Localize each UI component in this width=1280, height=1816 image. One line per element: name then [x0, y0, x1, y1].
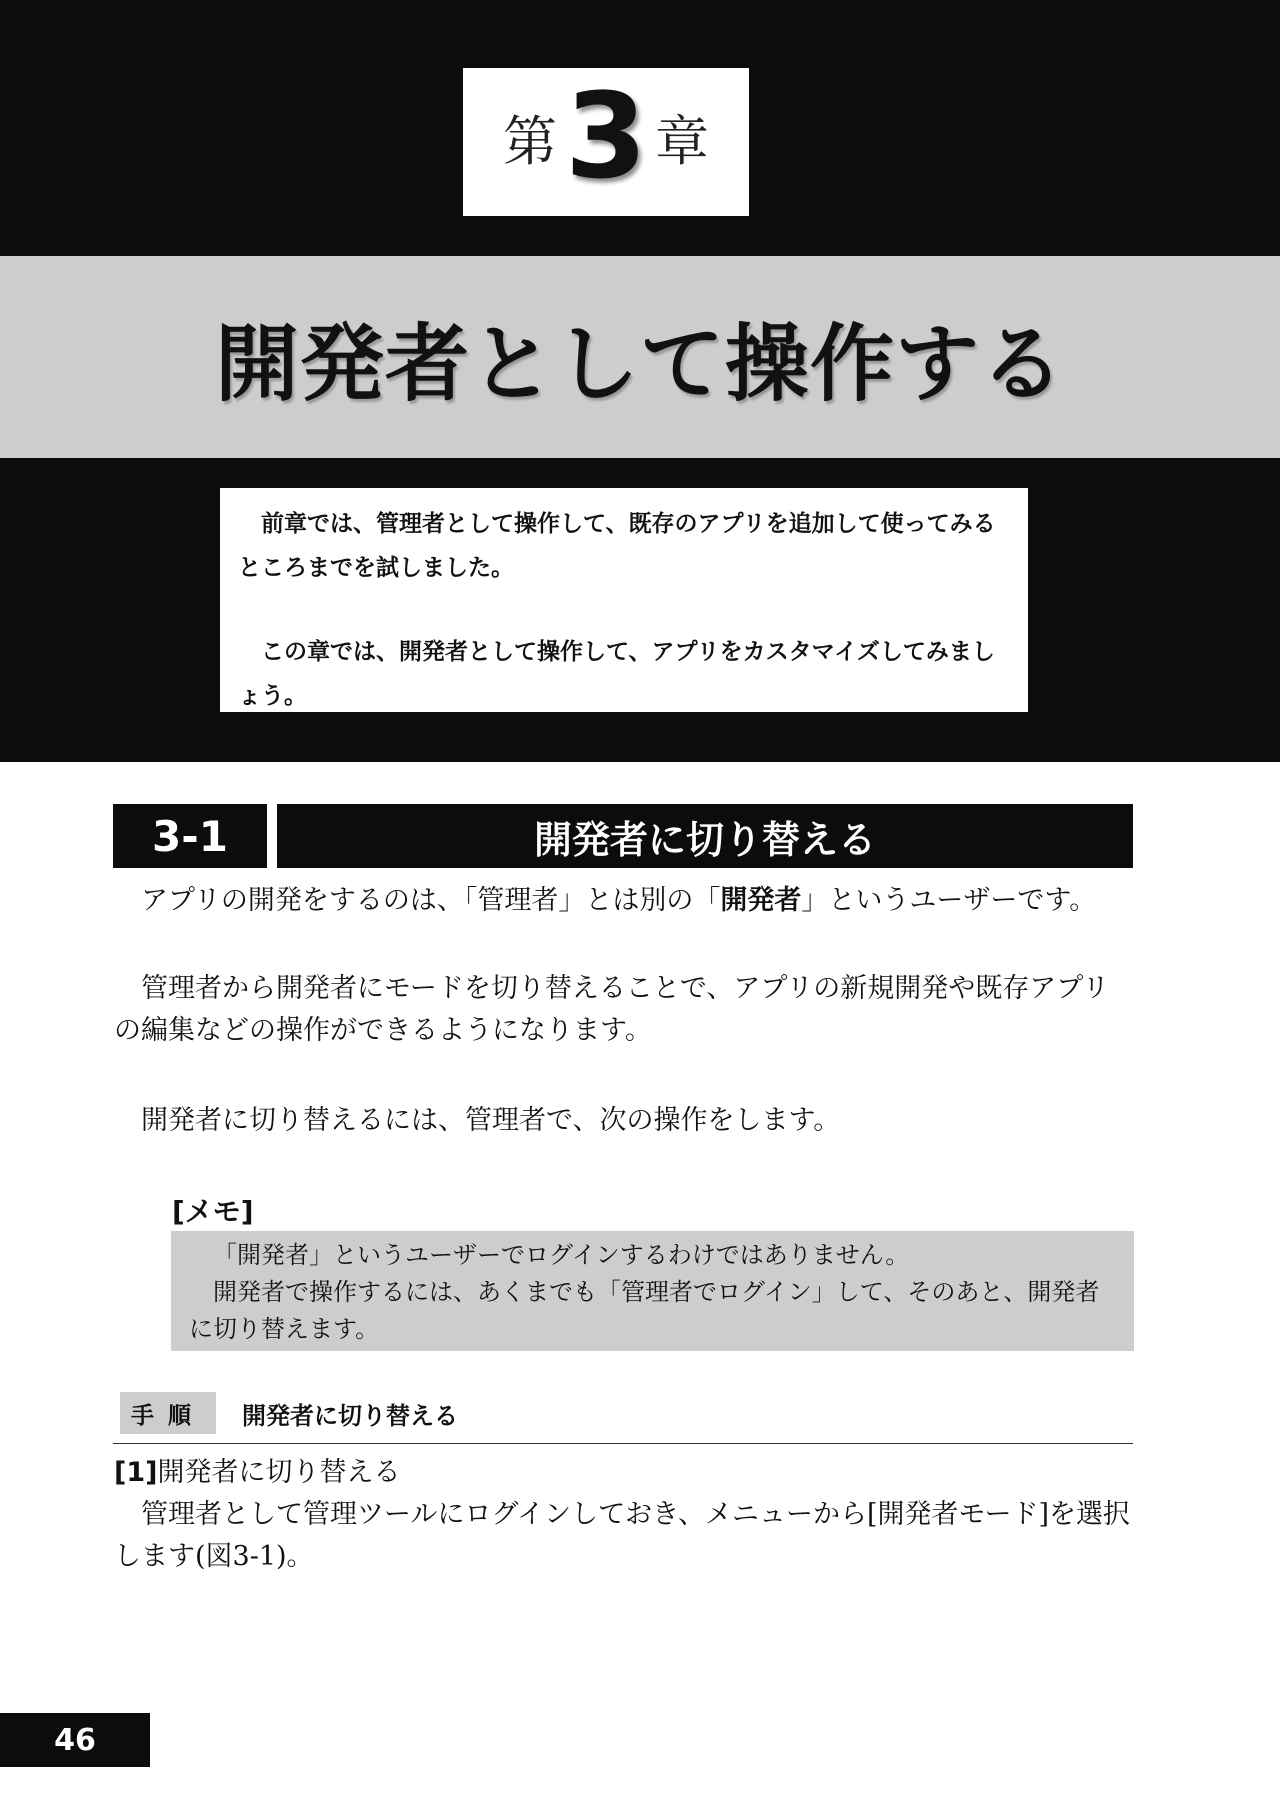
chapter-intro [220, 488, 1028, 712]
memo-line-1: 「開発者」というユーザーでログインするわけではありません。 [213, 1241, 910, 1269]
procedure-title: 開発者に切り替える [242, 1401, 458, 1430]
step-1-heading [114, 1452, 400, 1494]
intro-paragraph-1: 前章では、管理者として操作して、既存のアプリを追加して使ってみるところまでを試しました。 [238, 511, 996, 581]
procedure-divider [113, 1443, 1133, 1444]
memo-label: [メモ] [172, 1195, 254, 1228]
paragraph-3: 開発者に切り替えるには、管理者で、次の操作をします。 [141, 1105, 841, 1136]
paragraph-1 [114, 880, 1134, 922]
chapter-title-band [0, 256, 1280, 458]
section-title: 開発者に切り替える [277, 804, 1133, 868]
step-1-text: 管理者として管理ツールにログインしておき、メニューから[開発者モード]を選択します(図3-1)。 [114, 1499, 1131, 1572]
procedure-tag: 手順 [120, 1392, 216, 1434]
chapter-suffix: 章 [655, 110, 710, 173]
paragraph-1-pre: アプリの開発をするのは、「管理者」とは別の「 [141, 885, 721, 916]
chapter-label [463, 68, 749, 216]
chapter-number: 3 [564, 67, 648, 205]
section-number: 3-1 [113, 804, 267, 868]
chapter-prefix: 第 [502, 110, 557, 173]
chapter-title: 開発者として操作する [214, 314, 1065, 413]
memo-line-2: 開発者で操作するには、あくまでも「管理者でログイン」して、そのあと、開発者に切り替えます。 [189, 1278, 1100, 1343]
paragraph-1-post: 」というユーザーです。 [801, 885, 1097, 916]
memo-box [171, 1231, 1134, 1351]
paragraph-1-bold: 開発者 [720, 885, 802, 916]
step-1-label: 開発者に切り替える [157, 1457, 401, 1488]
step-1-number: [1] [114, 1457, 158, 1488]
intro-paragraph-2: この章では、開発者として操作して、アプリをカスタマイズしてみましょう。 [238, 639, 995, 709]
page-number: 46 [0, 1713, 150, 1767]
paragraph-2: 管理者から開発者にモードを切り替えることで、アプリの新規開発や既存アプリの編集などの操作ができるようになります。 [114, 973, 1110, 1046]
